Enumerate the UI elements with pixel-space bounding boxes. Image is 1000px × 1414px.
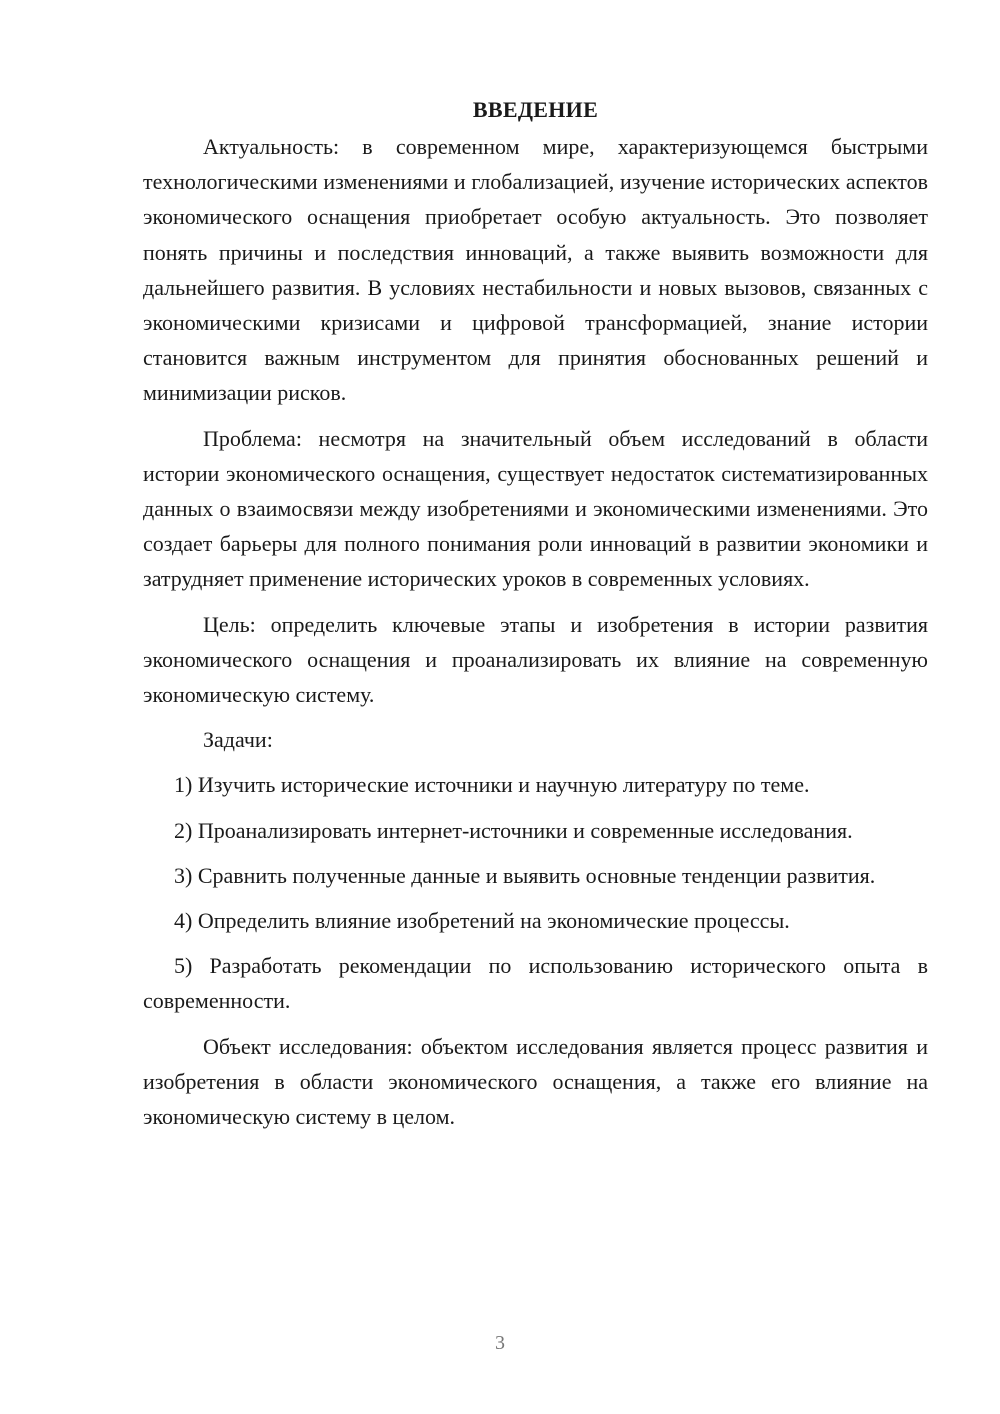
task-item-5: 5) Разработать рекомендации по использованию исторического опыта в современности. [143, 953, 928, 1014]
paragraph-goal: Цель: определить ключевые этапы и изобретения в истории развития экономического оснащения и проанализировать их влияние на современную экономическую систему. [143, 611, 928, 708]
page-number: 3 [495, 1332, 505, 1354]
task-item-4: 4) Определить влияние изобретений на экономические процессы. [174, 908, 790, 934]
task-item-1: 1) Изучить исторические источники и научную литературу по теме. [174, 772, 810, 798]
document-page [143, 92, 928, 1144]
paragraph-research-object: Объект исследования: объектом исследования является процесс развития и изобретения в области экономического оснащения, а также его влияние на экономическую систему в целом. [143, 1033, 928, 1130]
paragraph-relevance: Актуальность: в современном мире, характеризующемся быстрыми технологическими изменениями и глобализацией, изучение исторических аспектов экономического оснащения приобретает особую актуальность. Это позволяет понять причины и последствия инноваций, а также выявить возможности для дальнейшего развития. В условиях нестабильности и новых вызовов, связанных с экономическими кризисами и цифровой трансформацией, знание истории становится важным инструментом для принятия обоснованных решений и минимизации рисков. [143, 134, 928, 406]
paragraph-tasks-heading: Задачи: [203, 727, 273, 753]
task-item-3: 3) Сравнить полученные данные и выявить основные тенденции развития. [174, 862, 876, 888]
paragraph-problem: Проблема: несмотря на значительный объем исследований в области истории экономического оснащения, существует недостаток систематизированных данных о взаимосвязи между изобретениями и экономическими изменениями. Это создает барьеры для полного понимания роли инноваций в развитии экономики и затрудняет применение исторических уроков в современных условиях. [143, 425, 928, 592]
section-title: ВВЕДЕНИЕ [472, 97, 599, 122]
task-item-2: 2) Проанализировать интернет-источники и современные исследования. [174, 817, 853, 843]
